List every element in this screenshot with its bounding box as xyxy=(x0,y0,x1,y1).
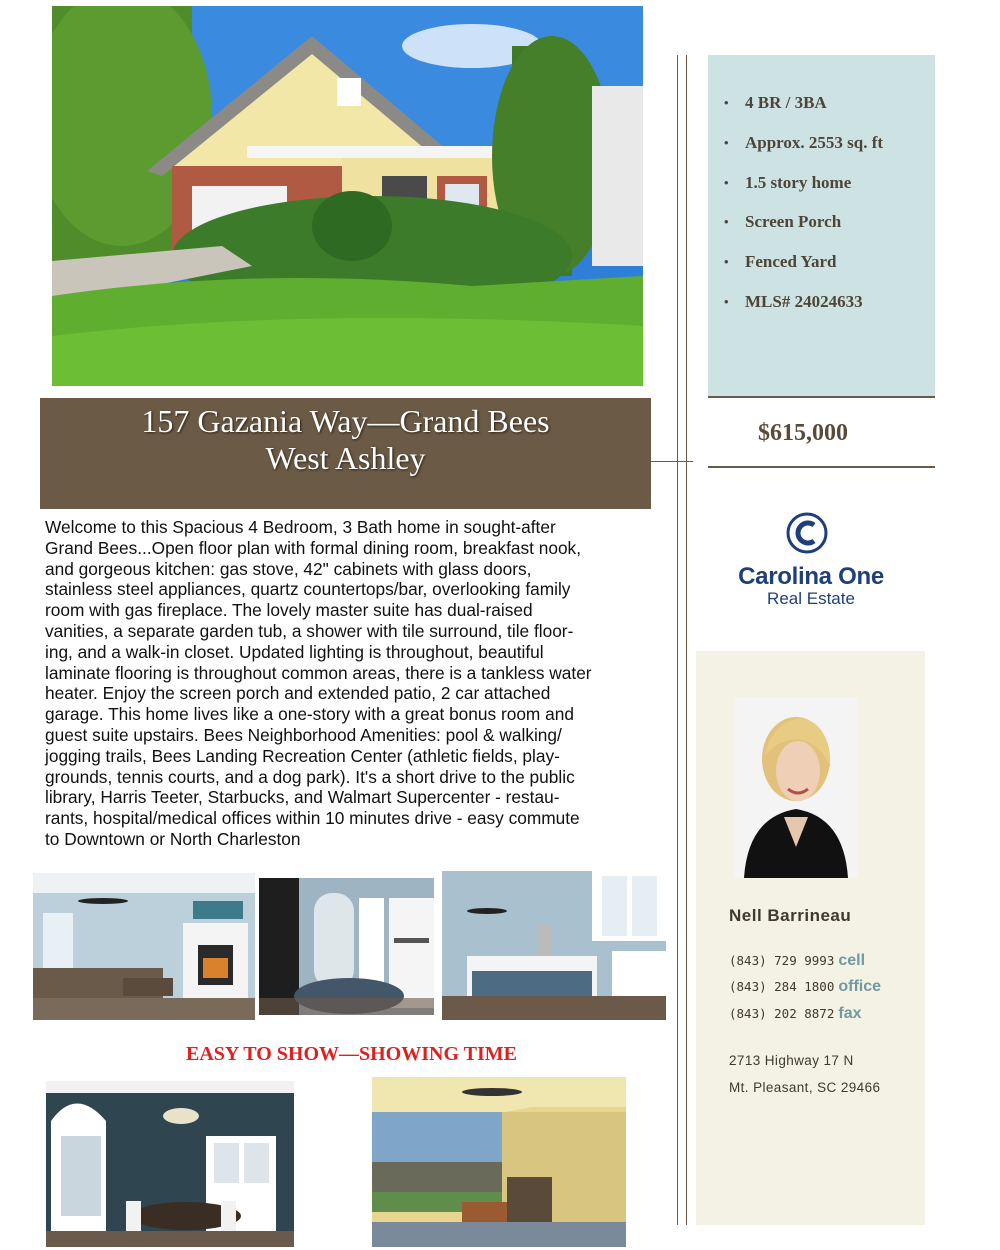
divider-line xyxy=(708,396,935,398)
agent-photo xyxy=(734,697,858,878)
office-address-line2: Mt. Pleasant, SC 29466 xyxy=(729,1080,881,1095)
feature-text: 1.5 story home xyxy=(745,172,852,192)
divider-line xyxy=(708,466,935,468)
carolina-one-logo-icon xyxy=(786,512,828,554)
bullet-icon: • xyxy=(724,174,729,190)
screen-porch-photo xyxy=(372,1077,626,1247)
divider-line xyxy=(651,461,693,462)
showing-note: EASY TO SHOW—SHOWING TIME xyxy=(185,1043,517,1065)
property-area: West Ashley xyxy=(265,440,426,476)
bullet-icon: • xyxy=(724,254,729,270)
feature-item xyxy=(724,93,935,133)
feature-text: MLS# 24024633 xyxy=(745,291,863,311)
feature-text: Fenced Yard xyxy=(745,252,837,272)
phone-number[interactable]: (843) 729 9993 xyxy=(729,953,835,968)
divider-line xyxy=(677,55,678,1225)
feature-item xyxy=(724,292,935,332)
bullet-icon: • xyxy=(724,134,729,150)
phone-number[interactable]: (843) 284 1800 xyxy=(729,979,835,994)
agent-name: Nell Barrineau xyxy=(729,906,852,925)
bullet-icon: • xyxy=(724,293,729,309)
bullet-icon: • xyxy=(724,214,729,230)
feature-text: 4 BR / 3BA xyxy=(745,93,827,112)
phone-kind: fax xyxy=(838,1005,862,1022)
feature-item xyxy=(724,252,935,292)
divider-line xyxy=(686,55,687,1225)
kitchen-photo xyxy=(442,871,666,1020)
property-description: Welcome to this Spacious 4 Bedroom, 3 Bath home in sought-after Grand Bees...Open floor plan with formal dining room, breakfast nook, and gorgeous kitchen: gas stove, 42" cabinets with glass doors, stainless steel appliances, quartz countertops/bar, overlooking family room with gas fireplace. The lovely master suite has dual-raised vanities, a separate garden tub, a shower with tile surround, tile floor- ing, and a walk-in closet. Updated lighting is throughout, beautiful laminate flooring is throughout common areas, there is a tankless water heater. Enjoy the screen porch and extended patio, 2 car attached garage. This home lives like a one-story with a great bonus room and guest suite upstairs. Bees Neighborhood Amenities: pool & walking/ jogging trails, Bees Landing Recreation Center (athletic fields, play- grounds, tennis courts, and a dog park). It's a short drive to the public library, Harris Teeter, Starbucks, and Walmart Supercenter - restau- rants, hospital/medical offices within 10 minutes drive - easy commute to Downtown or North Charleston xyxy=(45,517,592,849)
dining-room-photo xyxy=(46,1081,294,1247)
listing-price: $615,000 xyxy=(758,420,848,446)
office-address-line1: 2713 Highway 17 N xyxy=(729,1053,854,1068)
phone-kind: cell xyxy=(838,952,866,969)
phone-row xyxy=(729,952,865,970)
foyer-photo xyxy=(259,878,434,1015)
bullet-icon: • xyxy=(724,95,729,110)
property-address: 157 Gazania Way—Grand Bees xyxy=(141,403,550,439)
brokerage-name: Carolina One xyxy=(738,563,884,590)
feature-item xyxy=(724,212,935,252)
features-box xyxy=(708,55,935,396)
feature-item xyxy=(724,133,935,173)
phone-row xyxy=(729,1005,861,1023)
feature-item xyxy=(724,173,935,213)
living-room-photo xyxy=(33,873,255,1020)
brokerage-subtitle: Real Estate xyxy=(767,589,855,608)
features-list xyxy=(708,55,935,332)
feature-text: Approx. 2553 sq. ft xyxy=(745,132,884,152)
phone-row xyxy=(729,978,881,996)
feature-text: Screen Porch xyxy=(745,212,842,232)
phone-kind: office xyxy=(838,978,882,995)
phone-number[interactable]: (843) 202 8872 xyxy=(729,1006,835,1021)
house-exterior-photo xyxy=(52,6,643,386)
